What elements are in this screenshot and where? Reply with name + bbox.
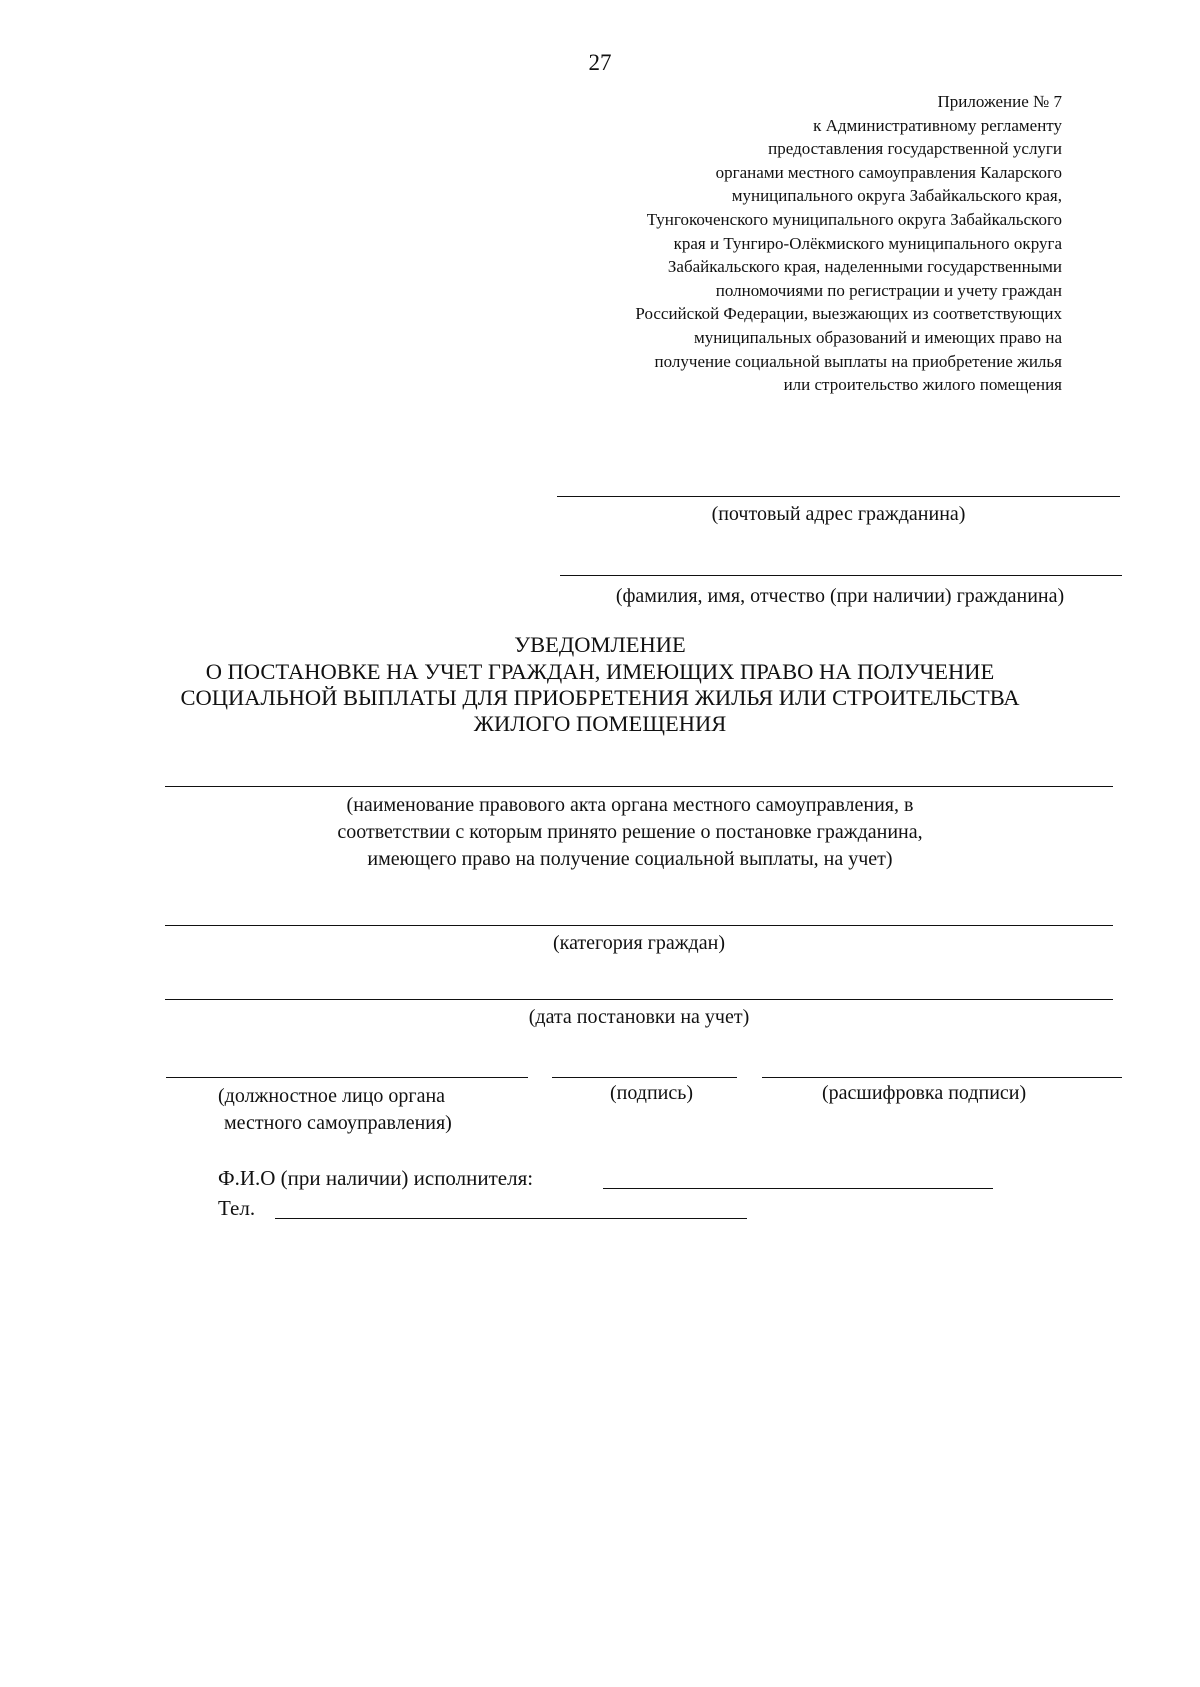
page-number: 27 (588, 50, 612, 75)
notice-heading: УВЕДОМЛЕНИЕ (514, 632, 686, 657)
legal-act-caption-line: (наименование правового акта органа местного самоуправления, в (346, 794, 914, 816)
category-line[interactable] (165, 925, 1113, 926)
appendix-line: муниципальных образований и имеющих право на (694, 327, 1062, 347)
signature-caption: (подпись) (610, 1082, 694, 1104)
date-caption: (дата постановки на учет) (528, 1006, 750, 1028)
notice-title (0, 659, 1200, 737)
name-line[interactable] (560, 575, 1122, 576)
appendix-line: к Административному регламенту (813, 115, 1062, 135)
title-line: СОЦИАЛЬНОЙ ВЫПЛАТЫ ДЛЯ ПРИОБРЕТЕНИЯ ЖИЛЬЯ ИЛИ СТРОИТЕЛЬСТВА (180, 685, 1020, 710)
executor-label: Ф.И.О (при наличии) исполнителя: (218, 1166, 534, 1190)
date-line[interactable] (165, 999, 1113, 1000)
appendix-line: или строительство жилого помещения (783, 375, 1062, 395)
legal-act-caption-line: соответствии с которым принято решение о постановке гражданина, (337, 821, 923, 843)
category-caption: (категория граждан) (553, 932, 725, 954)
appendix-line: Российской Федерации, выезжающих из соответствующих (635, 304, 1062, 324)
decode-caption: (расшифровка подписи) (822, 1082, 1027, 1104)
appendix-line: получение социальной выплаты на приобретение жилья (654, 351, 1062, 371)
appendix-header (502, 90, 1062, 397)
appendix-line: края и Тунгиро-Олёкмиского муниципального округа (673, 233, 1062, 253)
appendix-line: предоставления государственной услуги (768, 139, 1062, 159)
phone-label: Тел. (218, 1196, 256, 1220)
address-line[interactable] (557, 496, 1120, 497)
appendix-line: Забайкальского края, наделенными государственными (667, 257, 1062, 277)
official-caption-line2: местного самоуправления) (224, 1112, 452, 1134)
signature-line[interactable] (552, 1077, 737, 1078)
legal-act-caption-line: имеющего право на получение социальной выплаты, на учет) (367, 848, 893, 870)
appendix-line: Тунгокоченского муниципального округа Забайкальского (646, 209, 1062, 229)
appendix-line: муниципального округа Забайкальского края, (731, 186, 1062, 206)
legal-act-line[interactable] (165, 786, 1113, 787)
official-line[interactable] (166, 1077, 528, 1078)
phone-line[interactable] (275, 1218, 747, 1219)
name-caption: (фамилия, имя, отчество (при наличии) гражданина) (615, 585, 1065, 607)
title-line: ЖИЛОГО ПОМЕЩЕНИЯ (473, 711, 727, 736)
appendix-line: органами местного самоуправления Каларского (715, 162, 1062, 182)
executor-line[interactable] (603, 1188, 993, 1189)
legal-act-caption (165, 792, 1095, 873)
title-line: О ПОСТАНОВКЕ НА УЧЕТ ГРАЖДАН, ИМЕЮЩИХ ПРАВО НА ПОЛУЧЕНИЕ (205, 659, 995, 684)
official-caption-line1: (должностное лицо органа (218, 1085, 446, 1107)
decode-line[interactable] (762, 1077, 1122, 1078)
appendix-line: полномочиями по регистрации и учету граждан (715, 280, 1062, 300)
address-caption: (почтовый адрес гражданина) (711, 503, 966, 525)
appendix-line: Приложение № 7 (937, 92, 1062, 111)
